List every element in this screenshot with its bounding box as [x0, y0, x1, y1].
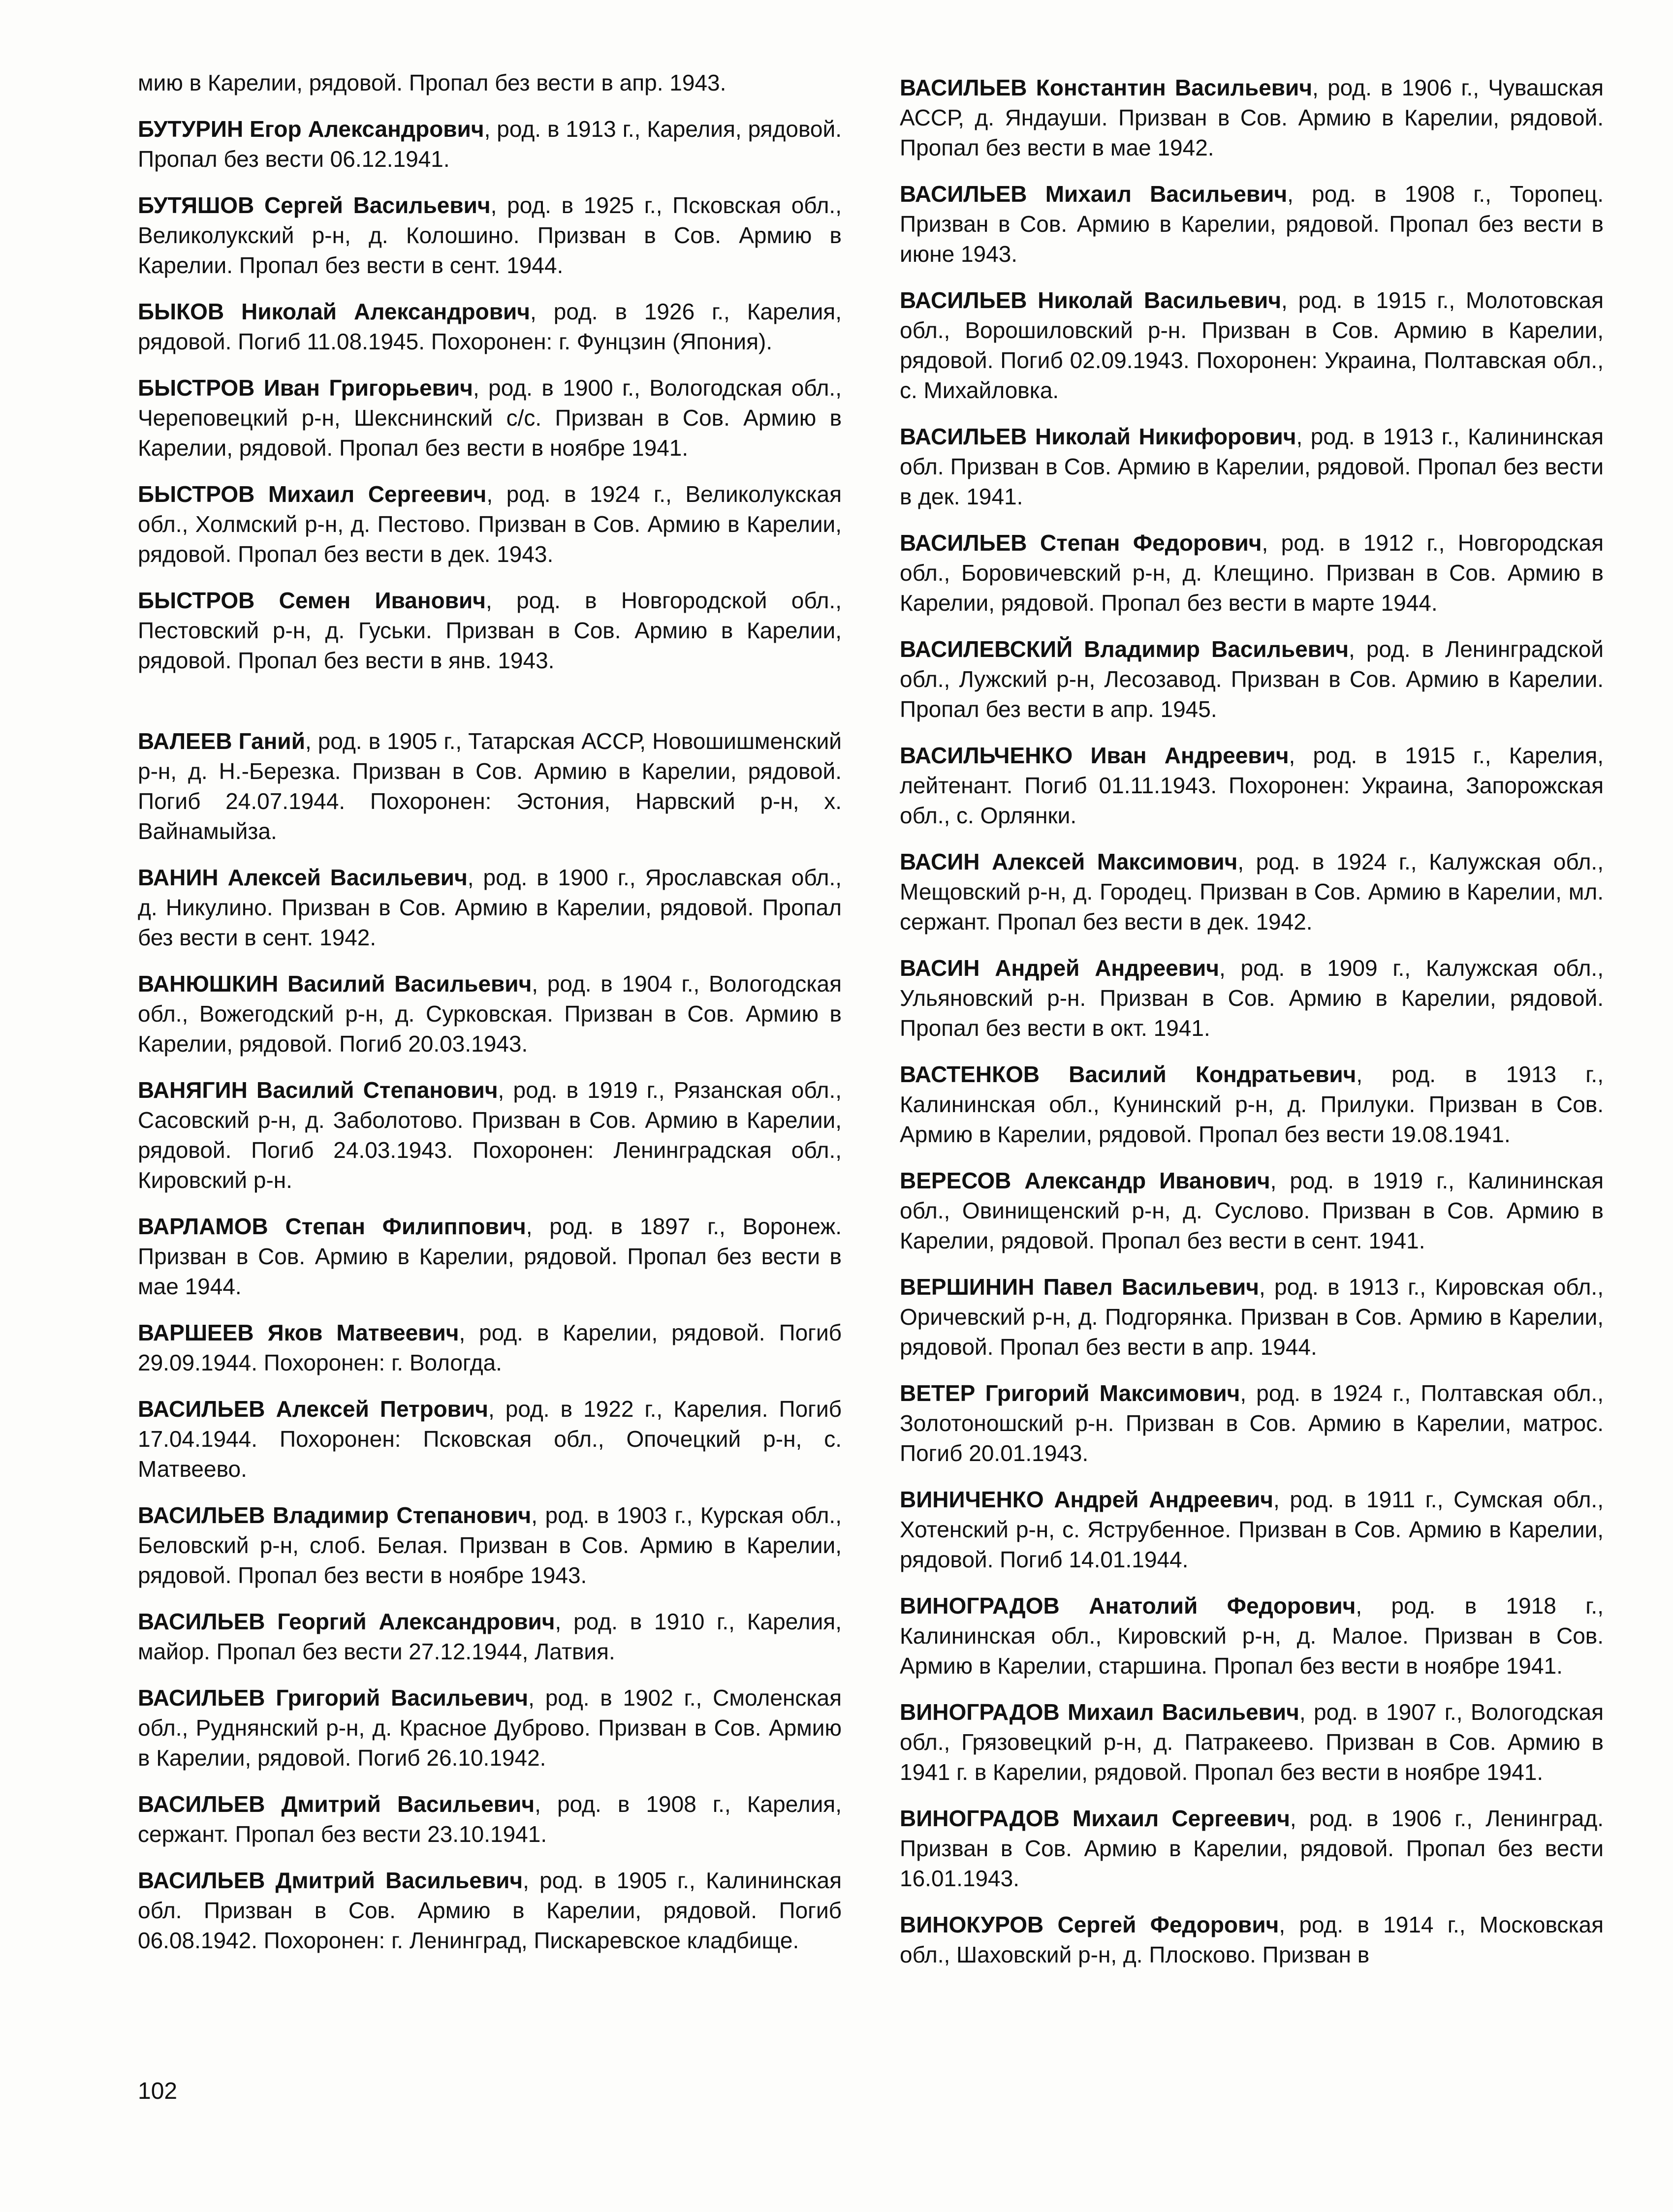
left-column	[138, 68, 842, 1972]
entry-name: ВАСИЛЬЕВ Михаил Васильевич	[900, 181, 1288, 207]
entry	[138, 1683, 842, 1773]
entry	[138, 1607, 842, 1667]
entry-text: , род. в 1922 г., Карелия. Погиб 17.04.1944. Похоронен: Псковская обл., Опочецкий р-н, с. Матвеево.	[138, 1396, 842, 1482]
entry	[900, 1910, 1604, 1970]
entry-name: ВАЛЕЕВ Ганий	[138, 728, 305, 754]
right-column	[900, 73, 1604, 1986]
entry-text: , род. в 1915 г., Карелия, лейтенант. Погиб 01.11.1943. Похоронен: Украина, Запорожская обл., с. Орлянки.	[900, 743, 1604, 828]
entry-name: ВАНЯГИН Василий Степанович	[138, 1077, 498, 1103]
entry-name: ВАСИЛЕВСКИЙ Владимир Васильевич	[900, 636, 1349, 662]
entry	[138, 1075, 842, 1195]
entry-text: , род. в 1924 г., Калужская обл., Мещовский р-н, д. Городец. Призван в Сов. Армию в Карелии, мл. сержант. Пропал без вести в дек. 1942.	[900, 849, 1604, 935]
entry-name: ВАСИЛЬЕВ Дмитрий Васильевич	[138, 1868, 523, 1893]
entry	[138, 190, 842, 280]
entry	[138, 726, 842, 846]
entry	[900, 741, 1604, 831]
entry	[900, 1166, 1604, 1256]
entry-text: , род. в 1911 г., Сумская обл., Хотенский р-н, с. Яструбенное. Призван в Сов. Армию в Карелии, рядовой. Погиб 14.01.1944.	[900, 1487, 1604, 1572]
entry	[138, 68, 842, 98]
entry	[138, 373, 842, 463]
entry-name: ВАНИН Алексей Васильевич	[138, 865, 468, 890]
entry	[900, 1272, 1604, 1362]
entry	[138, 1866, 842, 1956]
entry-name: БУТУРИН Егор Александрович	[138, 116, 484, 142]
entry-name: ВАСИЛЬЕВ Николай Никифорович	[900, 424, 1296, 449]
entry-name: БЫСТРОВ Семен Иванович	[138, 588, 486, 613]
entry	[138, 297, 842, 357]
entry-text: , род. в 1913 г., Карелия, рядовой. Пропал без вести 06.12.1941.	[138, 116, 842, 172]
entry	[138, 863, 842, 953]
entry	[138, 1394, 842, 1484]
entry-text: , род. в 1913 г., Калининская обл., Кунинский р-н, д. Прилуки. Призван в Сов. Армию в Карелии, рядовой. Пропал без вести 19.08.1941.	[900, 1061, 1604, 1147]
entry-text: , род. в 1924 г., Великолукская обл., Холмский р-н, д. Пестово. Призван в Сов. Армию в Карелии, рядовой. Пропал без вести в дек. 1943.	[138, 481, 842, 567]
entry-name: ВАРЛАМОВ Степан Филиппович	[138, 1214, 526, 1239]
entry-text: , род. в Карелии, рядовой. Погиб 29.09.1944. Похоронен: г. Вологда.	[138, 1320, 842, 1375]
entry-name: ВЕТЕР Григорий Максимович	[900, 1380, 1240, 1406]
entry-name: ВИНОГРАДОВ Михаил Васильевич	[900, 1699, 1299, 1725]
entry	[900, 422, 1604, 512]
entry-name: ВИНОГРАДОВ Анатолий Федорович	[900, 1593, 1356, 1619]
entry-name: ВАРШЕЕВ Яков Матвеевич	[138, 1320, 459, 1345]
entry-name: ВАСИН Алексей Максимович	[900, 849, 1238, 874]
entry-name: БЫКОВ Николай Александрович	[138, 299, 531, 324]
entry-text: , род. в 1913 г., Калининская обл. Призван в Сов. Армию в Карелии, рядовой. Пропал без вести в дек. 1941.	[900, 424, 1604, 509]
entry-text: , род. в 1908 г., Карелия, сержант. Пропал без вести 23.10.1941.	[138, 1791, 842, 1847]
entry	[138, 969, 842, 1059]
entry-text: , род. в 1919 г., Калининская обл., Овинищенский р-н, д. Суслово. Призван в Сов. Армию в Карелии, рядовой. Пропал без вести в сент. 1941.	[900, 1168, 1604, 1253]
entry-text: , род. в 1913 г., Кировская обл., Оричевский р-н, д. Подгорянка. Призван в Сов. Армию в Карелии, рядовой. Пропал без вести в апр. 1944.	[900, 1274, 1604, 1360]
entry-text: , род. в 1925 г., Псковская обл., Великолукский р-н, д. Колошино. Призван в Сов. Армию в Карелии. Пропал без вести в сент. 1944.	[138, 192, 842, 278]
entry	[900, 1697, 1604, 1787]
entry	[138, 479, 842, 569]
entry-text: , род. в 1907 г., Вологодская обл., Грязовецкий р-н, д. Патракеево. Призван в Сов. Армию в 1941 г. в Карелии, рядовой. Пропал без вести в ноябре 1941.	[900, 1699, 1604, 1785]
entry-name: ВЕРЕСОВ Александр Иванович	[900, 1168, 1270, 1193]
entry	[138, 1789, 842, 1849]
entry	[900, 285, 1604, 405]
entry	[900, 1059, 1604, 1150]
entry-text: , род. в 1900 г., Ярославская обл., д. Никулино. Призван в Сов. Армию в Карелии, рядовой. Пропал без вести в сент. 1942.	[138, 865, 842, 950]
entry-text: мию в Карелии, рядовой. Пропал без вести в апр. 1943.	[138, 70, 726, 95]
entry-name: ВИНОКУРОВ Сергей Федорович	[900, 1912, 1279, 1937]
entry	[900, 1591, 1604, 1681]
entry-name: ВАСИЛЬЕВ Георгий Александрович	[138, 1609, 555, 1634]
entry	[900, 1485, 1604, 1575]
entry-name: ВАСИЛЬЕВ Григорий Васильевич	[138, 1685, 529, 1711]
entry-text: , род. в 1905 г., Калининская обл. Призван в Сов. Армию в Карелии, рядовой. Погиб 06.08.1942. Похоронен: г. Ленинград, Пискаревское кладбище.	[138, 1868, 842, 1953]
entry	[900, 847, 1604, 937]
entry-text: , род. в 1897 г., Воронеж. Призван в Сов. Армию в Карелии, рядовой. Пропал без вести в мае 1944.	[138, 1214, 842, 1299]
entry-text: , род. в 1903 г., Курская обл., Беловский р-н, слоб. Белая. Призван в Сов. Армию в Карелии, рядовой. Пропал без вести в ноябре 1943.	[138, 1502, 842, 1588]
entry-name: ВАСИН Андрей Андреевич	[900, 955, 1219, 981]
entry-text: , род. в 1909 г., Калужская обл., Ульяновский р-н. Призван в Сов. Армию в Карелии, рядовой. Пропал без вести в окт. 1941.	[900, 955, 1604, 1041]
entry-name: БЫСТРОВ Михаил Сергеевич	[138, 481, 487, 507]
entry	[138, 1500, 842, 1590]
entry	[900, 1378, 1604, 1468]
entry-text: , род. в 1905 г., Татарская АССР, Новошишменский р-н, д. Н.-Березка. Призван в Сов. Армию в Карелии, рядовой. Погиб 24.07.1944. Похоронен: Эстония, Нарвский р-н, х. Вайнамыйза.	[138, 728, 842, 844]
entry	[138, 1212, 842, 1302]
entry-text: , род. в 1906 г., Ленинград. Призван в Сов. Армию в Карелии, рядовой. Пропал без вести 16.01.1943.	[900, 1806, 1604, 1891]
entry-name: ВАСТЕНКОВ Василий Кондратьевич	[900, 1061, 1357, 1087]
entry-text: , род. в 1918 г., Калининская обл., Кировский р-н, д. Малое. Призван в Сов. Армию в Карелии, старшина. Пропал без вести в ноябре 1941.	[900, 1593, 1604, 1679]
entry-text: , род. в 1910 г., Карелия, майор. Пропал без вести 27.12.1944, Латвия.	[138, 1609, 842, 1664]
letter-section-gap	[138, 692, 842, 726]
entry-text: , род. в 1924 г., Полтавская обл., Золотоношский р-н. Призван в Сов. Армию в Карелии, матрос. Погиб 20.01.1943.	[900, 1380, 1604, 1466]
entry-name: ВАСИЛЬЧЕНКО Иван Андреевич	[900, 743, 1289, 768]
entry-name: ВЕРШИНИН Павел Васильевич	[900, 1274, 1259, 1300]
entry-name: ВАНЮШКИН Василий Васильевич	[138, 971, 532, 997]
entry-text: , род. в 1915 г., Молотовская обл., Ворошиловский р-н. Призван в Сов. Армию в Карелии, рядовой. Погиб 02.09.1943. Похоронен: Украина, Полтавская обл., с. Михайловка.	[900, 287, 1604, 403]
entry-text: , род. в 1900 г., Вологодская обл., Череповецкий р-н, Шекснинский с/с. Призван в Сов. Армию в Карелии, рядовой. Пропал без вести в ноябре 1941.	[138, 375, 842, 461]
entry-text: , род. в 1902 г., Смоленская обл., Руднянский р-н, д. Красное Дуброво. Призван в Сов. Армию в Карелии, рядовой. Погиб 26.10.1942.	[138, 1685, 842, 1771]
entry-text: , род. в 1912 г., Новгородская обл., Боровичевский р-н, д. Клещино. Призван в Сов. Армию в Карелии, рядовой. Пропал без вести в марте 1944.	[900, 530, 1604, 616]
entry	[900, 179, 1604, 269]
entry-text: , род. в 1926 г., Карелия, рядовой. Погиб 11.08.1945. Похоронен: г. Фунцзин (Япония).	[138, 299, 842, 354]
entry	[138, 1318, 842, 1378]
entry-name: ВИНИЧЕНКО Андрей Андреевич	[900, 1487, 1273, 1512]
entry-text: , род. в 1908 г., Торопец. Призван в Сов. Армию в Карелии, рядовой. Пропал без вести в июне 1943.	[900, 181, 1604, 267]
entry-name: БУТЯШОВ Сергей Васильевич	[138, 192, 491, 218]
entry	[138, 114, 842, 174]
entry-text: , род. в 1906 г., Чувашская АССР, д. Яндауши. Призван в Сов. Армию в Карелии, рядовой. Пропал без вести в мае 1942.	[900, 75, 1604, 160]
entry-text: , род. в Ленинградской обл., Лужский р-н, Лесозавод. Призван в Сов. Армию в Карелии. Пропал без вести в апр. 1945.	[900, 636, 1604, 722]
entry	[900, 1804, 1604, 1894]
entry-text: , род. в 1904 г., Вологодская обл., Вожегодский р-н, д. Сурковская. Призван в Сов. Армию в Карелии, рядовой. Погиб 20.03.1943.	[138, 971, 842, 1057]
entry	[900, 528, 1604, 618]
page-number: 102	[138, 2078, 178, 2104]
entry-text: , род. в 1919 г., Рязанская обл., Сасовский р-н, д. Заболотово. Призван в Сов. Армию в Карелии, рядовой. Погиб 24.03.1943. Похоронен: Ленинградская обл., Кировский р-н.	[138, 1077, 842, 1193]
entry-text: , род. в 1914 г., Московская обл., Шаховский р-н, д. Плосково. Призван в	[900, 1912, 1604, 1967]
entry-name: ВАСИЛЬЕВ Николай Васильевич	[900, 287, 1282, 313]
entry	[138, 586, 842, 676]
entry-name: ВАСИЛЬЕВ Степан Федорович	[900, 530, 1262, 556]
entry	[900, 73, 1604, 163]
entry-name: БЫСТРОВ Иван Григорьевич	[138, 375, 473, 401]
entry-name: ВИНОГРАДОВ Михаил Сергеевич	[900, 1806, 1290, 1831]
entry	[900, 953, 1604, 1043]
entry-text: , род. в Новгородской обл., Пестовский р-н, д. Гуськи. Призван в Сов. Армию в Карелии, рядовой. Пропал без вести в янв. 1943.	[138, 588, 842, 673]
entry	[900, 634, 1604, 724]
entry-name: ВАСИЛЬЕВ Дмитрий Васильевич	[138, 1791, 535, 1817]
entry-name: ВАСИЛЬЕВ Алексей Петрович	[138, 1396, 488, 1422]
entry-name: ВАСИЛЬЕВ Владимир Степанович	[138, 1502, 532, 1528]
entry-name: ВАСИЛЬЕВ Константин Васильевич	[900, 75, 1313, 100]
